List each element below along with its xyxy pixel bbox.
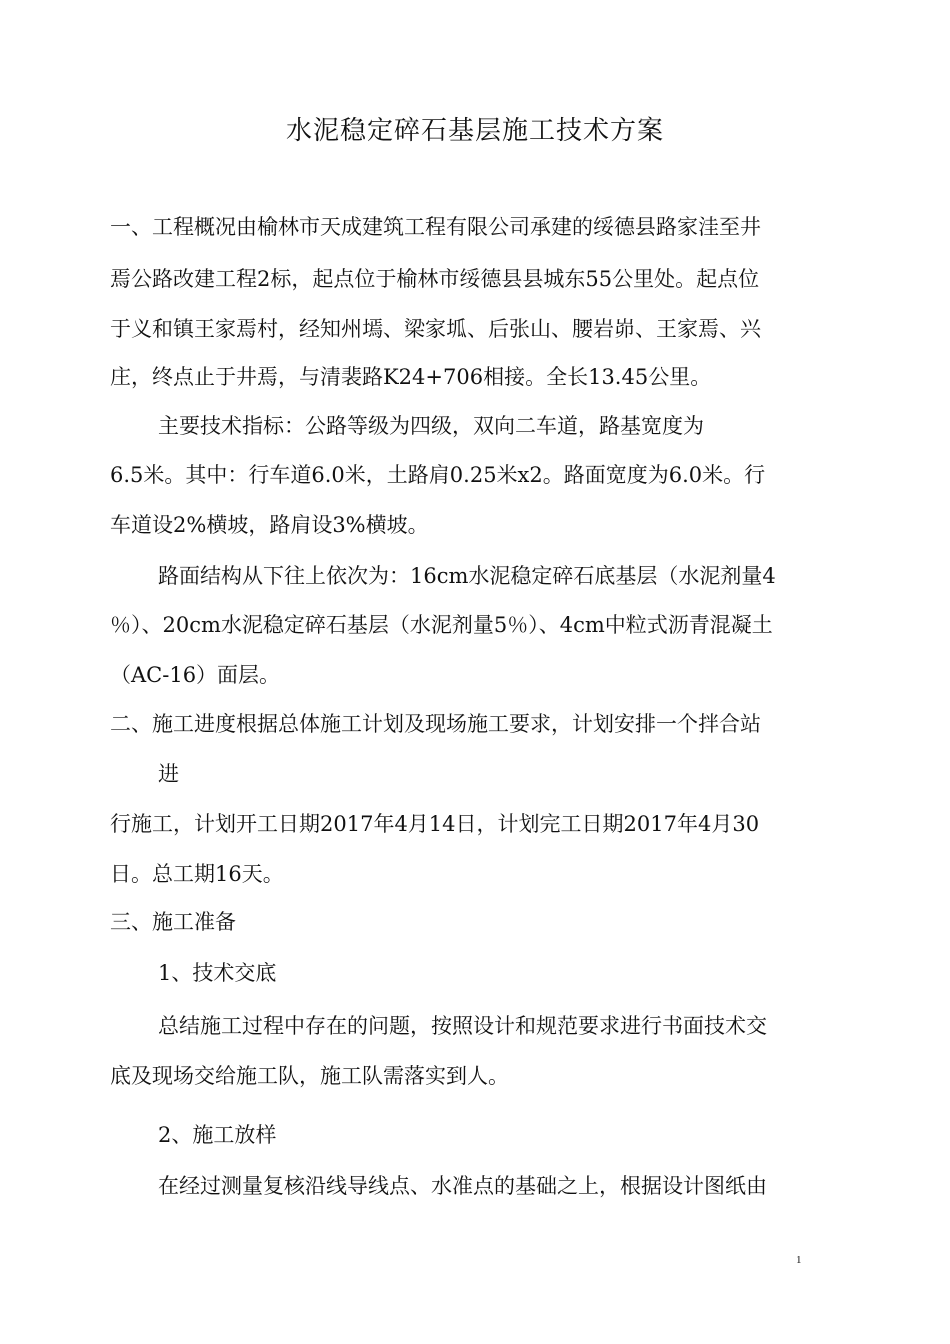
paragraph-line: 底及现场交给施工队，施工队需落实到人。 <box>110 1064 509 1088</box>
paragraph-line: 主要技术指标：公路等级为四级，双向二车道，路基宽度为 <box>158 414 704 438</box>
paragraph-line: 日。总工期16天。 <box>110 862 284 886</box>
paragraph-line: 在经过测量复核沿线导线点、水准点的基础之上，根据设计图纸由 <box>158 1174 767 1198</box>
paragraph-line: 一、工程概况由榆林市天成建筑工程有限公司承建的绥德县路家洼至井 <box>110 215 761 239</box>
paragraph-line: 焉公路改建工程2标，起点位于榆林市绥德县县城东55公里处。起点位 <box>110 267 760 291</box>
page-number: 1 <box>796 1254 802 1266</box>
paragraph-line: ％）、20cm水泥稳定碎石基层（水泥剂量5％）、4cm中粒式沥青混凝土 <box>110 613 773 637</box>
paragraph-line: 进 <box>158 762 179 786</box>
paragraph-line: 总结施工过程中存在的问题，按照设计和规范要求进行书面技术交 <box>158 1014 767 1038</box>
document-title: 水泥稳定碎石基层施工技术方案 <box>285 116 664 146</box>
paragraph-line: 于义和镇王家焉村，经知州墕、梁家坬、后张山、腰岩峁、王家焉、兴 <box>110 317 761 341</box>
paragraph-line: 行施工，计划开工日期2017年4月14日，计划完工日期2017年4月30 <box>110 812 760 836</box>
section-heading: 三、施工准备 <box>110 910 236 934</box>
paragraph-line: 路面结构从下往上依次为：16cm水泥稳定碎石底基层（水泥剂量4 <box>158 564 776 588</box>
section-heading: 二、施工进度根据总体施工计划及现场施工要求，计划安排一个拌合站 <box>110 712 761 736</box>
subsection-heading: 1、技术交底 <box>158 961 277 985</box>
paragraph-line: 6.5米。其中：行车道6.0米，土路肩0.25米x2。路面宽度为6.0米。行 <box>110 463 766 487</box>
subsection-heading: 2、施工放样 <box>158 1123 277 1147</box>
paragraph-line: 庄，终点止于井焉，与清裴路K24+706相接。全长13.45公里。 <box>110 365 712 389</box>
paragraph-line: （AC-16）面层。 <box>110 663 281 687</box>
paragraph-line: 车道设2%横坡，路肩设3%横坡。 <box>110 513 429 537</box>
